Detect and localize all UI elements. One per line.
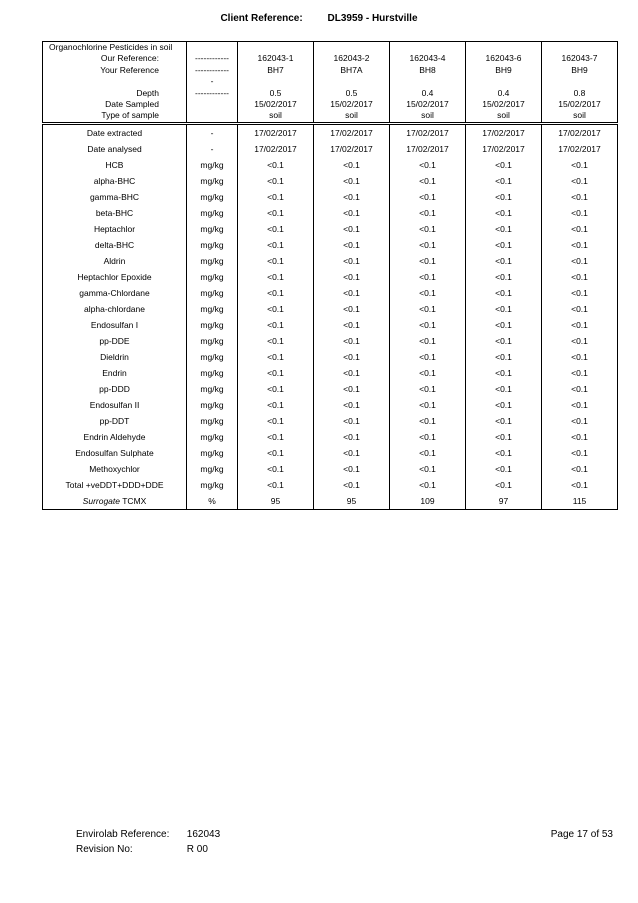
- parameter-label: pp-DDD: [99, 383, 130, 394]
- meta-value: soil: [238, 110, 314, 123]
- parameter-name: [43, 445, 187, 461]
- result-value: <0.1: [238, 349, 314, 365]
- table-row: [43, 349, 618, 365]
- result-value: <0.1: [466, 285, 542, 301]
- parameter-label: delta-BHC: [94, 239, 135, 250]
- table-row: [43, 189, 618, 205]
- parameter-label: alpha-chlordane: [84, 303, 145, 314]
- parameter-label: Endosulfan Sulphate: [75, 447, 154, 458]
- result-value: <0.1: [466, 429, 542, 445]
- parameter-name: [43, 365, 187, 381]
- parameter-label: Endrin: [102, 367, 127, 378]
- result-value: <0.1: [542, 237, 618, 253]
- parameter-label: Endosulfan II: [89, 399, 140, 410]
- meta-value: BH7A: [314, 65, 390, 76]
- result-value: <0.1: [390, 477, 466, 493]
- meta-value: 15/02/2017: [390, 99, 466, 110]
- page-number: Page 17 of 53: [550, 829, 613, 840]
- result-value: <0.1: [238, 461, 314, 477]
- result-value: <0.1: [390, 157, 466, 173]
- result-value: <0.1: [542, 253, 618, 269]
- parameter-unit: %: [187, 493, 238, 510]
- meta-value: 0.5: [314, 88, 390, 99]
- parameter-prefix: Surrogate: [82, 495, 121, 506]
- meta-units: [187, 99, 238, 110]
- result-value: <0.1: [314, 173, 390, 189]
- parameter-unit: mg/kg: [187, 381, 238, 397]
- parameter-unit: mg/kg: [187, 269, 238, 285]
- table-row: [43, 461, 618, 477]
- result-value: <0.1: [238, 477, 314, 493]
- result-value: 97: [466, 493, 542, 510]
- result-value: <0.1: [542, 349, 618, 365]
- parameter-label: TCMX: [122, 495, 147, 506]
- parameter-label: alpha-BHC: [93, 175, 136, 186]
- result-value: <0.1: [238, 237, 314, 253]
- parameter-label: Aldrin: [103, 255, 126, 266]
- parameter-unit: mg/kg: [187, 413, 238, 429]
- results-table-body: [43, 42, 618, 510]
- table-title-row: [43, 42, 618, 54]
- result-value: <0.1: [466, 237, 542, 253]
- parameter-unit: mg/kg: [187, 349, 238, 365]
- table-row: [43, 237, 618, 253]
- result-value: <0.1: [238, 429, 314, 445]
- client-reference-value: DL3959 - Hurstville: [327, 13, 418, 24]
- meta-row: [43, 88, 618, 99]
- result-value: <0.1: [542, 301, 618, 317]
- parameter-label: Methoxychlor: [89, 463, 140, 474]
- meta-units: -: [187, 76, 238, 87]
- parameter-label: pp-DDT: [99, 415, 130, 426]
- result-value: <0.1: [238, 445, 314, 461]
- result-value: <0.1: [314, 221, 390, 237]
- result-value: <0.1: [314, 365, 390, 381]
- result-value: 95: [238, 493, 314, 510]
- table-row: [43, 253, 618, 269]
- result-value: <0.1: [390, 317, 466, 333]
- parameter-name: [43, 125, 187, 141]
- result-value: <0.1: [542, 205, 618, 221]
- result-value: <0.1: [466, 253, 542, 269]
- result-value: <0.1: [238, 413, 314, 429]
- parameter-name: [43, 141, 187, 157]
- result-value: <0.1: [238, 333, 314, 349]
- result-value: <0.1: [542, 157, 618, 173]
- parameter-unit: mg/kg: [187, 221, 238, 237]
- meta-value: soil: [390, 110, 466, 123]
- meta-value: [542, 76, 618, 87]
- result-value: 17/02/2017: [238, 141, 314, 157]
- revision-number: [76, 842, 220, 857]
- result-value: <0.1: [314, 205, 390, 221]
- result-value: <0.1: [542, 365, 618, 381]
- meta-units: ------------: [187, 65, 238, 76]
- result-value: <0.1: [314, 269, 390, 285]
- meta-row: [43, 99, 618, 110]
- result-value: <0.1: [314, 333, 390, 349]
- meta-value: 162043-4: [390, 53, 466, 64]
- result-value: <0.1: [466, 317, 542, 333]
- parameter-label: gamma-Chlordane: [79, 287, 150, 298]
- result-value: <0.1: [238, 221, 314, 237]
- result-value: <0.1: [466, 189, 542, 205]
- result-value: <0.1: [314, 461, 390, 477]
- parameter-label: Total +veDDT+DDD+DDE: [65, 479, 164, 490]
- result-value: <0.1: [542, 477, 618, 493]
- meta-value: soil: [466, 110, 542, 123]
- parameter-unit: mg/kg: [187, 317, 238, 333]
- result-value: <0.1: [390, 333, 466, 349]
- result-value: <0.1: [390, 301, 466, 317]
- result-value: <0.1: [238, 189, 314, 205]
- result-value: <0.1: [390, 173, 466, 189]
- meta-label: Your Reference: [43, 65, 187, 76]
- parameter-name: [43, 397, 187, 413]
- parameter-label: gamma-BHC: [89, 191, 140, 202]
- result-value: <0.1: [542, 413, 618, 429]
- result-value: <0.1: [314, 413, 390, 429]
- result-value: <0.1: [542, 397, 618, 413]
- parameter-unit: mg/kg: [187, 365, 238, 381]
- table-row: [43, 141, 618, 157]
- parameter-unit: mg/kg: [187, 157, 238, 173]
- parameter-label: Endrin Aldehyde: [83, 431, 146, 442]
- result-value: <0.1: [314, 397, 390, 413]
- result-value: 17/02/2017: [390, 141, 466, 157]
- meta-units: [187, 110, 238, 123]
- result-value: 17/02/2017: [390, 125, 466, 141]
- result-value: 109: [390, 493, 466, 510]
- meta-label: Date Sampled: [43, 99, 187, 110]
- parameter-unit: mg/kg: [187, 301, 238, 317]
- client-reference-label: Client Reference:: [220, 13, 303, 24]
- table-row: [43, 269, 618, 285]
- parameter-unit: mg/kg: [187, 189, 238, 205]
- result-value: <0.1: [466, 397, 542, 413]
- meta-units: ------------: [187, 53, 238, 64]
- result-value: <0.1: [466, 269, 542, 285]
- parameter-label: beta-BHC: [95, 207, 134, 218]
- table-row: [43, 477, 618, 493]
- result-value: <0.1: [390, 253, 466, 269]
- table-row: [43, 301, 618, 317]
- table-row: [43, 157, 618, 173]
- meta-value: 15/02/2017: [542, 99, 618, 110]
- meta-value: 0.4: [390, 88, 466, 99]
- result-value: <0.1: [542, 269, 618, 285]
- result-value: <0.1: [238, 205, 314, 221]
- meta-value: [466, 76, 542, 87]
- meta-value: 162043-2: [314, 53, 390, 64]
- meta-value: [314, 76, 390, 87]
- result-value: <0.1: [390, 365, 466, 381]
- result-value: <0.1: [466, 413, 542, 429]
- result-value: <0.1: [238, 173, 314, 189]
- parameter-name: [43, 349, 187, 365]
- result-value: 17/02/2017: [542, 125, 618, 141]
- result-value: <0.1: [314, 317, 390, 333]
- parameter-label: HCB: [105, 159, 124, 170]
- result-value: <0.1: [466, 461, 542, 477]
- result-value: <0.1: [542, 189, 618, 205]
- result-value: <0.1: [390, 429, 466, 445]
- table-row: [43, 333, 618, 349]
- meta-value: 162043-1: [238, 53, 314, 64]
- result-value: <0.1: [238, 253, 314, 269]
- result-value: <0.1: [390, 269, 466, 285]
- result-value: <0.1: [542, 221, 618, 237]
- meta-value: 0.4: [466, 88, 542, 99]
- result-value: <0.1: [466, 301, 542, 317]
- result-value: <0.1: [542, 285, 618, 301]
- parameter-name: [43, 429, 187, 445]
- parameter-unit: -: [187, 141, 238, 157]
- parameter-label: Date analysed: [87, 143, 142, 154]
- table-row: [43, 317, 618, 333]
- meta-value: 15/02/2017: [314, 99, 390, 110]
- parameter-name: [43, 461, 187, 477]
- result-value: <0.1: [314, 301, 390, 317]
- result-value: <0.1: [314, 349, 390, 365]
- revision-value: R 00: [186, 844, 208, 855]
- table-row: [43, 397, 618, 413]
- result-value: <0.1: [466, 333, 542, 349]
- revision-label: Revision No:: [76, 844, 133, 855]
- parameter-label: pp-DDE: [99, 335, 130, 346]
- meta-units: ------------: [187, 88, 238, 99]
- result-value: <0.1: [542, 381, 618, 397]
- result-value: 17/02/2017: [314, 141, 390, 157]
- meta-value: BH9: [466, 65, 542, 76]
- parameter-name: [43, 189, 187, 205]
- parameter-name: [43, 301, 187, 317]
- meta-label: [43, 76, 187, 87]
- result-value: 17/02/2017: [542, 141, 618, 157]
- table-row: [43, 429, 618, 445]
- table-row: [43, 285, 618, 301]
- parameter-name: [43, 285, 187, 301]
- result-value: <0.1: [238, 285, 314, 301]
- parameter-name: [43, 381, 187, 397]
- result-value: <0.1: [238, 365, 314, 381]
- meta-value: soil: [542, 110, 618, 123]
- result-value: <0.1: [466, 157, 542, 173]
- table-row: [43, 493, 618, 510]
- result-value: <0.1: [314, 381, 390, 397]
- table-row: [43, 381, 618, 397]
- parameter-unit: mg/kg: [187, 445, 238, 461]
- result-value: <0.1: [390, 349, 466, 365]
- parameter-unit: mg/kg: [187, 461, 238, 477]
- meta-value: soil: [314, 110, 390, 123]
- parameter-name: [43, 221, 187, 237]
- result-value: <0.1: [238, 301, 314, 317]
- parameter-label: Date extracted: [86, 127, 143, 138]
- table-row: [43, 221, 618, 237]
- parameter-unit: mg/kg: [187, 253, 238, 269]
- parameter-unit: mg/kg: [187, 205, 238, 221]
- parameter-name: [43, 333, 187, 349]
- result-value: <0.1: [466, 173, 542, 189]
- parameter-unit: mg/kg: [187, 333, 238, 349]
- parameter-name: [43, 269, 187, 285]
- parameter-unit: mg/kg: [187, 477, 238, 493]
- meta-value: BH9: [542, 65, 618, 76]
- table-row: [43, 365, 618, 381]
- result-value: <0.1: [314, 285, 390, 301]
- result-value: <0.1: [466, 381, 542, 397]
- parameter-label: Dieldrin: [100, 351, 129, 362]
- meta-label: Depth: [43, 88, 187, 99]
- result-value: <0.1: [390, 189, 466, 205]
- table-row: [43, 205, 618, 221]
- result-value: <0.1: [466, 221, 542, 237]
- envirolab-reference: [76, 827, 220, 842]
- result-value: <0.1: [238, 317, 314, 333]
- result-value: <0.1: [238, 381, 314, 397]
- result-value: <0.1: [542, 445, 618, 461]
- table-row: [43, 413, 618, 429]
- meta-row: [43, 65, 618, 76]
- result-value: <0.1: [390, 461, 466, 477]
- meta-value: 15/02/2017: [238, 99, 314, 110]
- result-value: 17/02/2017: [238, 125, 314, 141]
- result-value: <0.1: [466, 477, 542, 493]
- parameter-label: Heptachlor Epoxide: [77, 271, 152, 282]
- parameter-unit: mg/kg: [187, 397, 238, 413]
- result-value: <0.1: [238, 397, 314, 413]
- result-value: <0.1: [542, 173, 618, 189]
- result-value: <0.1: [390, 285, 466, 301]
- meta-value: 162043-6: [466, 53, 542, 64]
- result-value: <0.1: [390, 413, 466, 429]
- footer: [76, 827, 220, 857]
- result-value: <0.1: [542, 317, 618, 333]
- parameter-name: [43, 253, 187, 269]
- parameter-name: [43, 173, 187, 189]
- result-value: <0.1: [466, 349, 542, 365]
- meta-value: BH8: [390, 65, 466, 76]
- parameter-name: [43, 477, 187, 493]
- meta-label: Our Reference:: [43, 53, 187, 64]
- parameter-name: [43, 493, 187, 510]
- parameter-name: [43, 237, 187, 253]
- result-value: <0.1: [390, 205, 466, 221]
- result-value: 17/02/2017: [314, 125, 390, 141]
- meta-value: 15/02/2017: [466, 99, 542, 110]
- envirolab-reference-label: Envirolab Reference:: [76, 829, 170, 840]
- result-value: <0.1: [314, 429, 390, 445]
- meta-label: Type of sample: [43, 110, 187, 123]
- parameter-label: Endosulfan I: [90, 319, 139, 330]
- parameter-unit: mg/kg: [187, 285, 238, 301]
- result-value: <0.1: [390, 221, 466, 237]
- result-value: <0.1: [390, 237, 466, 253]
- parameter-name: [43, 205, 187, 221]
- result-value: 17/02/2017: [466, 125, 542, 141]
- result-value: <0.1: [314, 445, 390, 461]
- result-value: <0.1: [466, 365, 542, 381]
- parameter-name: [43, 157, 187, 173]
- table-row: [43, 125, 618, 141]
- result-value: <0.1: [238, 157, 314, 173]
- parameter-label: Heptachlor: [93, 223, 136, 234]
- meta-value: 162043-7: [542, 53, 618, 64]
- result-value: <0.1: [390, 381, 466, 397]
- meta-row: [43, 53, 618, 64]
- meta-row: [43, 76, 618, 87]
- result-value: <0.1: [466, 205, 542, 221]
- result-value: <0.1: [390, 445, 466, 461]
- result-value: <0.1: [466, 445, 542, 461]
- parameter-unit: mg/kg: [187, 237, 238, 253]
- parameter-unit: -: [187, 125, 238, 141]
- parameter-name: [43, 413, 187, 429]
- result-value: <0.1: [542, 461, 618, 477]
- parameter-unit: mg/kg: [187, 173, 238, 189]
- table-row: [43, 445, 618, 461]
- meta-value: 0.8: [542, 88, 618, 99]
- result-value: <0.1: [390, 397, 466, 413]
- result-value: <0.1: [238, 269, 314, 285]
- result-value: <0.1: [542, 429, 618, 445]
- meta-value: BH7: [238, 65, 314, 76]
- results-table: [42, 41, 618, 510]
- meta-value: [238, 76, 314, 87]
- meta-value: [390, 76, 466, 87]
- result-value: <0.1: [314, 157, 390, 173]
- client-reference: [0, 13, 638, 24]
- result-value: <0.1: [314, 253, 390, 269]
- parameter-unit: mg/kg: [187, 429, 238, 445]
- result-value: 95: [314, 493, 390, 510]
- result-value: <0.1: [542, 333, 618, 349]
- result-value: 115: [542, 493, 618, 510]
- result-value: <0.1: [314, 477, 390, 493]
- result-value: <0.1: [314, 237, 390, 253]
- result-value: <0.1: [314, 189, 390, 205]
- envirolab-reference-value: 162043: [186, 829, 221, 840]
- meta-value: 0.5: [238, 88, 314, 99]
- parameter-name: [43, 317, 187, 333]
- table-title: Organochlorine Pesticides in soil: [43, 42, 187, 54]
- meta-row: [43, 110, 618, 123]
- table-row: [43, 173, 618, 189]
- result-value: 17/02/2017: [466, 141, 542, 157]
